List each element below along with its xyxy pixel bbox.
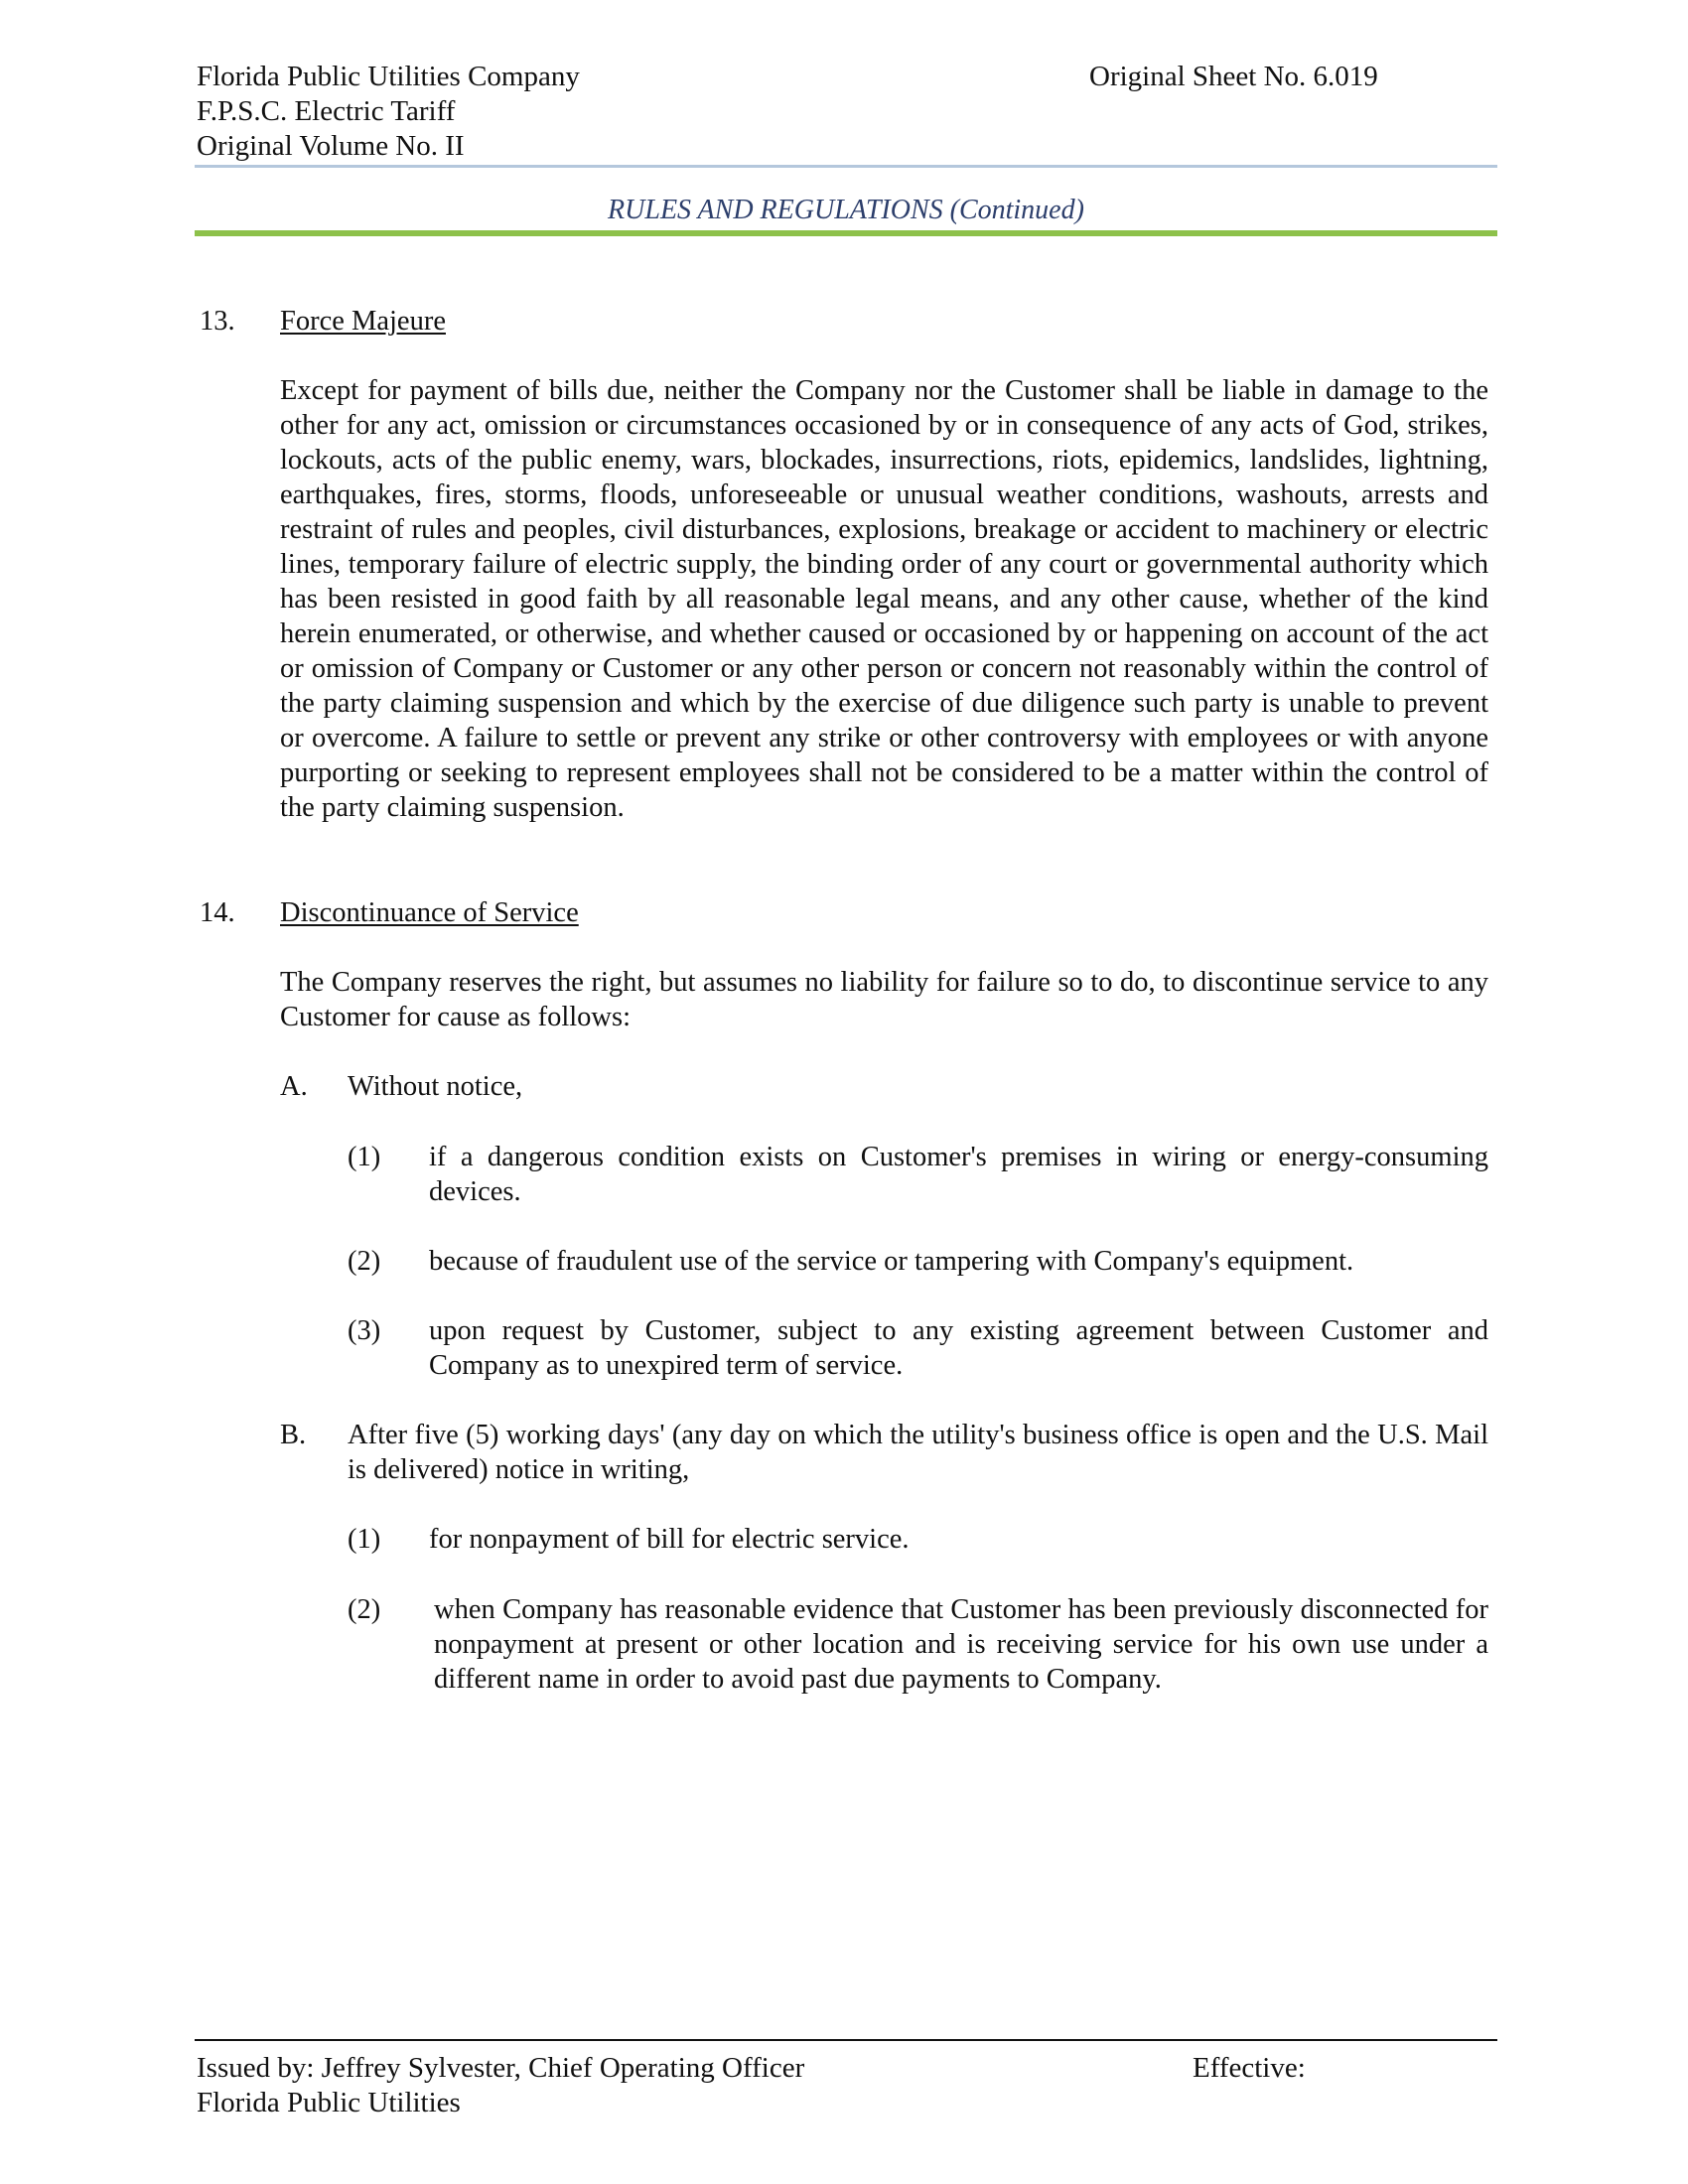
section-13-number: 13. bbox=[200, 306, 235, 337]
footer-company: Florida Public Utilities bbox=[197, 2087, 461, 2118]
header-rule bbox=[195, 165, 1497, 168]
footer-rule bbox=[195, 2039, 1497, 2041]
header-sheet-number: Original Sheet No. 6.019 bbox=[1089, 61, 1378, 92]
section-14b-label: B. bbox=[280, 1420, 307, 1450]
section-14-intro: The Company reserves the right, but assumes no liability for failure so to do, to discontinue service to any Customer for cause as follows: bbox=[280, 967, 1488, 1032]
footer-issued-by: Issued by: Jeffrey Sylvester, Chief Operating Officer bbox=[197, 2052, 805, 2084]
item-a1-number: (1) bbox=[348, 1142, 381, 1172]
page-subtitle: RULES AND REGULATIONS (Continued) bbox=[608, 195, 1084, 225]
item-a1-text: if a dangerous condition exists on Customer's premises in wiring or energy-consuming devices. bbox=[429, 1142, 1488, 1207]
subtitle-rule bbox=[195, 230, 1497, 236]
item-a3-text: upon request by Customer, subject to any existing agreement between Customer and Company as to unexpired term of service. bbox=[429, 1315, 1488, 1381]
header-volume: Original Volume No. II bbox=[197, 130, 465, 162]
section-13-body: Except for payment of bills due, neither the Company nor the Customer shall be liable in damage to the other for any act, omission or circumstances occasioned by or in consequence of any acts of God, strikes, lockouts, acts of the public enemy, wars, blockades, insurrections, riots, epidemics, landslides, lightning, earthquakes, fires, storms, floods, unforeseeable or unusual weather conditions, washouts, arrests and restraint of rules and peoples, civil disturbances, explosions, breakage or accident to machinery or electric lines, temporary failure of electric supply, the binding order of any court or governmental authority which has been resisted in good faith by all reasonable legal means, and any other cause, whether of the kind herein enumerated, or otherwise, and whether caused or occasioned by or happening on account of the act or omission of Company or Customer or any other person or concern not reasonably within the control of the party claiming suspension and which by the exercise of due diligence such party is unable to prevent or overcome. A failure to settle or prevent any strike or other controversy with employees or with anyone purporting or seeking to represent employees shall not be considered to be a matter within the control of the party claiming suspension. bbox=[280, 375, 1488, 823]
item-b1-number: (1) bbox=[348, 1524, 381, 1555]
header-tariff: F.P.S.C. Electric Tariff bbox=[197, 95, 456, 127]
header-company: Florida Public Utilities Company bbox=[197, 61, 580, 92]
item-b2-text: when Company has reasonable evidence that Customer has been previously disconnected for nonpayment at present or other location and is receiving service for his own use under a different name in order to avoid past due payments to Company. bbox=[434, 1594, 1488, 1695]
section-13-title: Force Majeure bbox=[280, 306, 446, 337]
item-a3-number: (3) bbox=[348, 1315, 381, 1346]
section-14a-text: Without notice, bbox=[348, 1071, 523, 1102]
section-14a-label: A. bbox=[280, 1071, 308, 1102]
item-a2-number: (2) bbox=[348, 1246, 381, 1277]
item-a2-text: because of fraudulent use of the service or tampering with Company's equipment. bbox=[429, 1246, 1354, 1277]
section-14-title: Discontinuance of Service bbox=[280, 897, 579, 928]
item-b2-number: (2) bbox=[348, 1594, 381, 1625]
section-14b-text: After five (5) working days' (any day on which the utility's business office is open and the U.S. Mail is delivered) notice in writing, bbox=[348, 1420, 1488, 1485]
footer-effective: Effective: bbox=[1193, 2052, 1306, 2084]
item-b1-text: for nonpayment of bill for electric service. bbox=[429, 1524, 910, 1555]
section-14-number: 14. bbox=[200, 897, 235, 928]
